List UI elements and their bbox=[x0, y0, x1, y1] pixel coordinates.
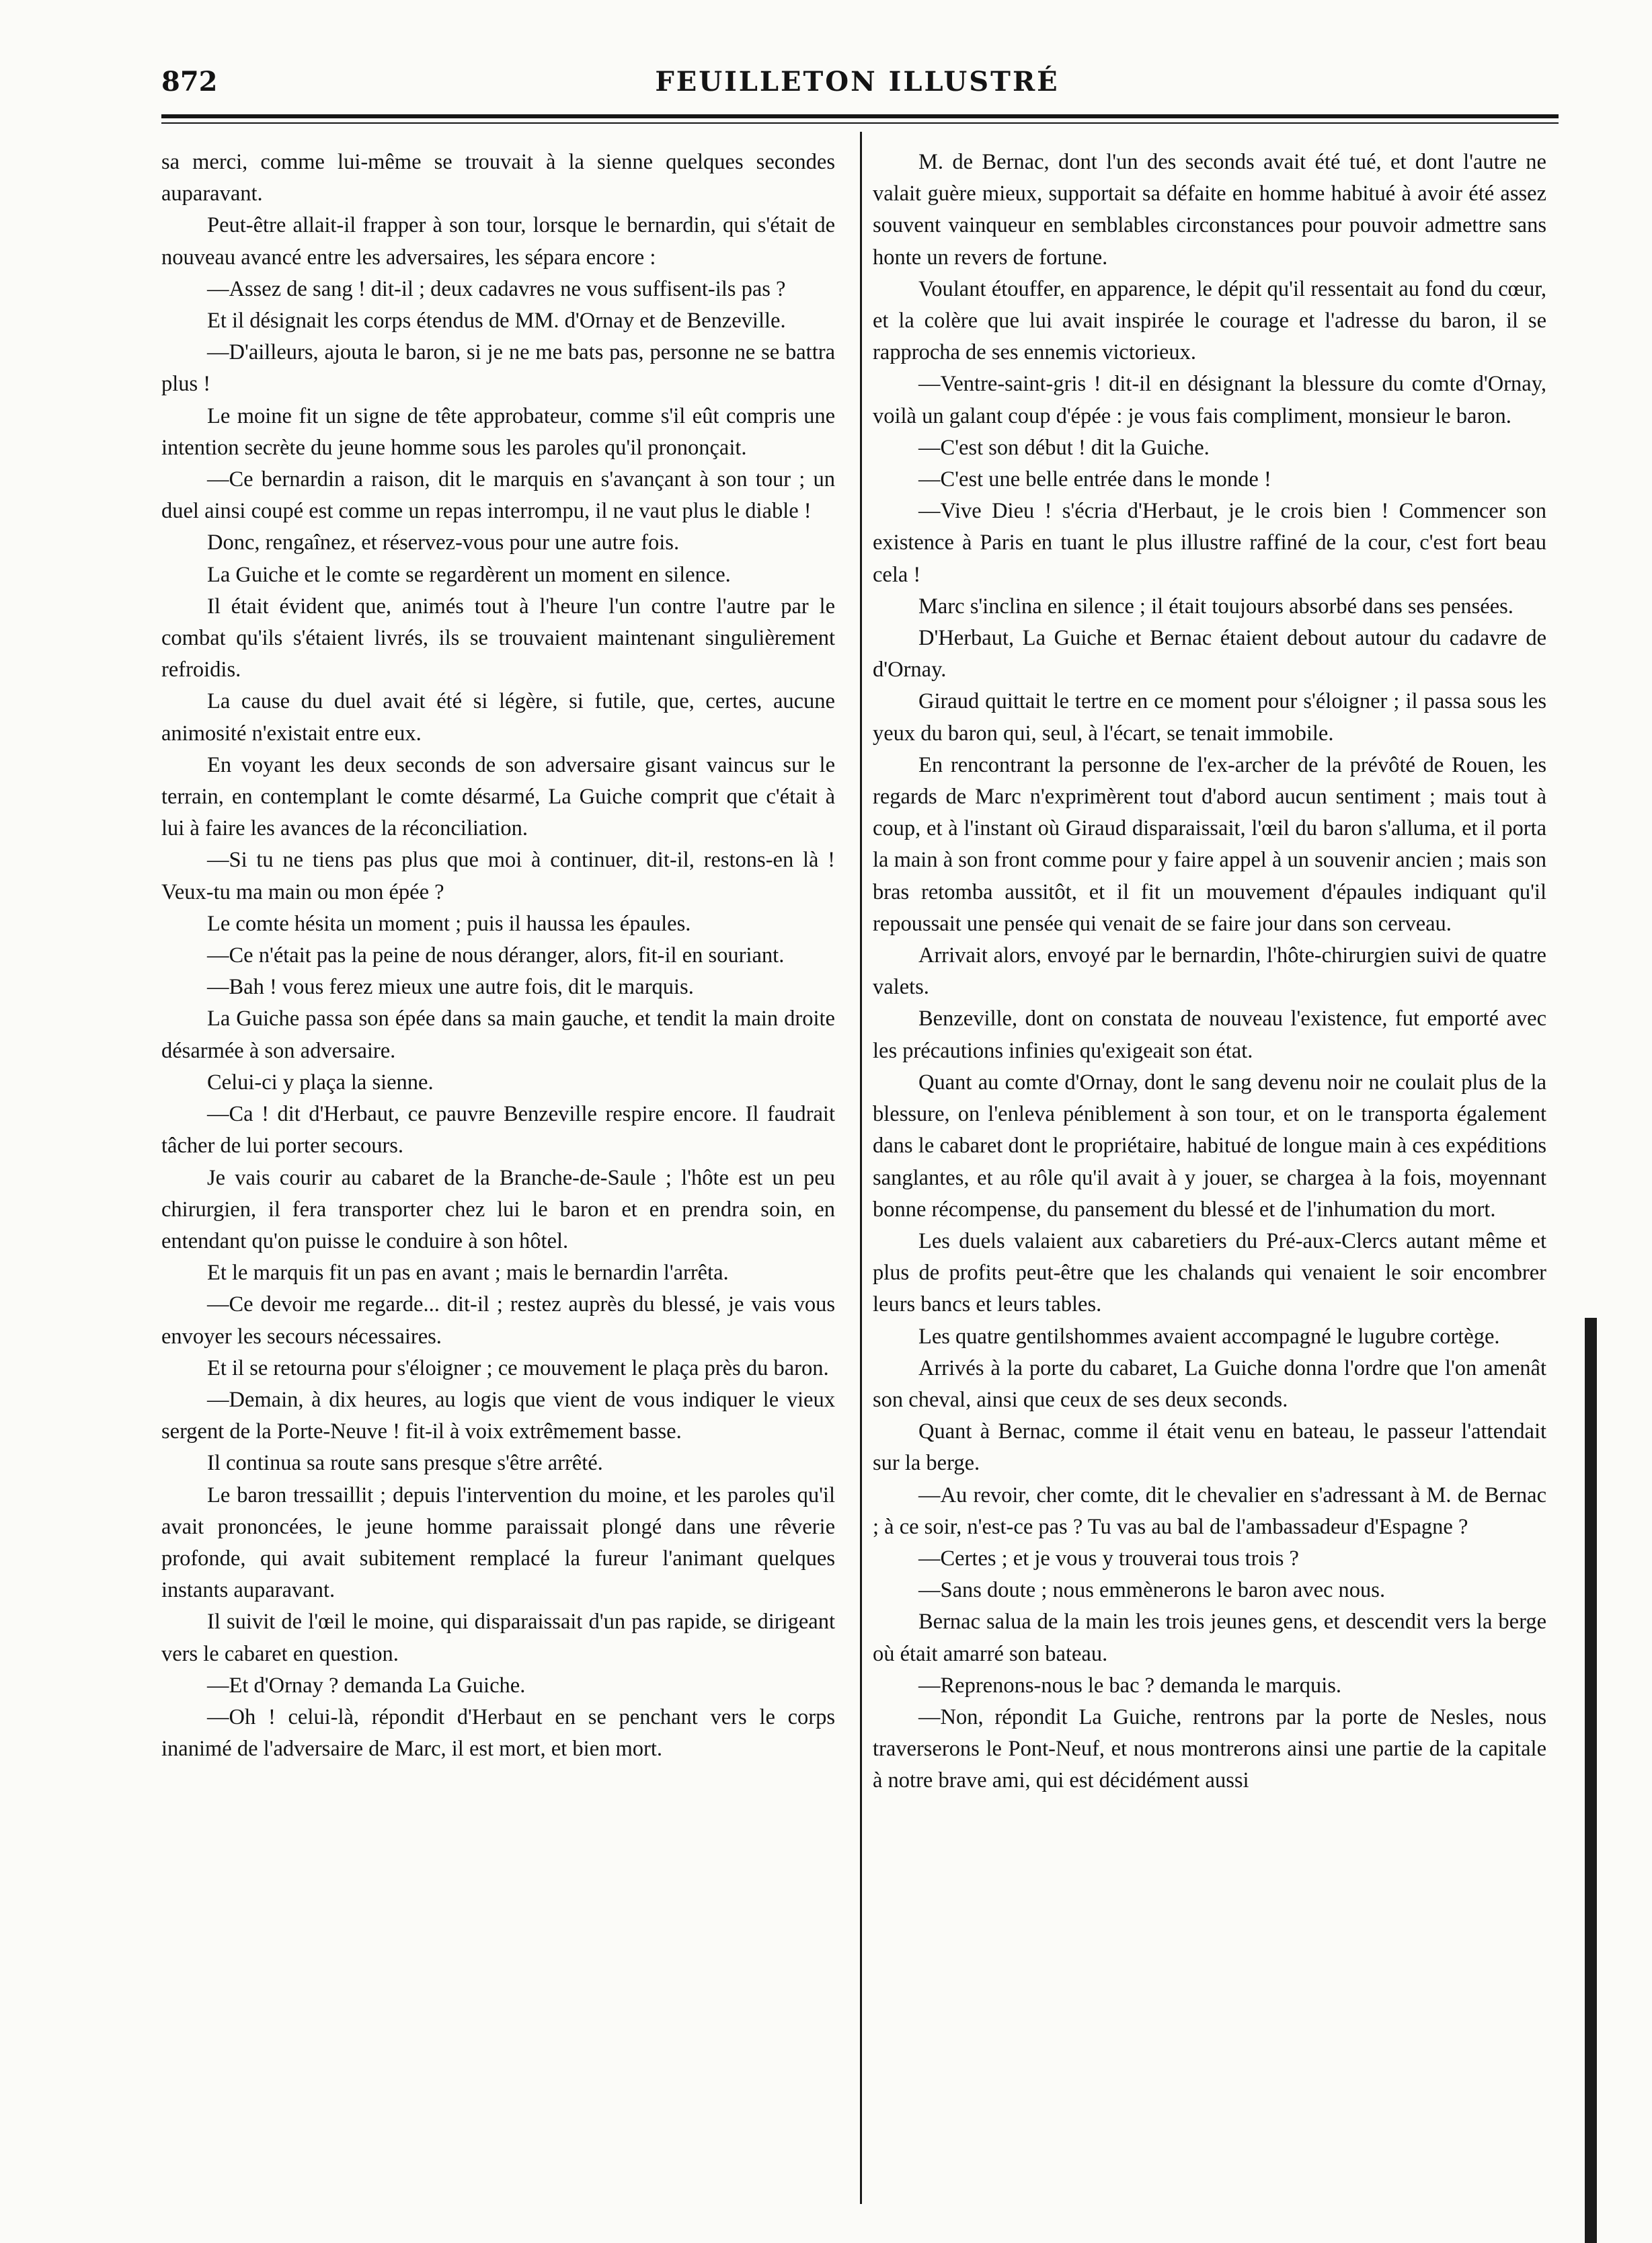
paragraph: —Ca ! dit d'Herbaut, ce pauvre Benzeville respire encore. Il faudrait tâcher de lui porter secours. bbox=[161, 1102, 835, 1158]
running-head: FEUILLETON ILLUSTRÉ bbox=[655, 66, 1060, 97]
paragraph: —Assez de sang ! dit-il ; deux cadavres ne vous suffisent-ils pas ? bbox=[207, 276, 786, 301]
paragraph: La Guiche passa son épée dans sa main gauche, et tendit la main droite désarmée à son adversaire. bbox=[161, 1007, 835, 1063]
paragraph: Donc, rengaînez, et réservez-vous pour une autre fois. bbox=[207, 530, 680, 555]
header-rule bbox=[161, 114, 1559, 118]
paragraph: Le comte hésita un moment ; puis il haussa les épaules. bbox=[207, 911, 691, 936]
page-edge-shadow bbox=[1585, 1318, 1597, 2243]
paragraph: La Guiche et le comte se regardèrent un moment en silence. bbox=[207, 562, 731, 587]
paragraph: —Vive Dieu ! s'écria d'Herbaut, je le crois bien ! Commencer son existence à Paris en tuant le plus illustre raffiné de la cour, c'est fort beau cela ! bbox=[873, 499, 1546, 587]
paragraph: Il continua sa route sans presque s'être arrêté. bbox=[207, 1451, 603, 1476]
paragraph: —Certes ; et je vous y trouverai tous trois ? bbox=[918, 1546, 1299, 1571]
paragraph: Le baron tressaillit ; depuis l'intervention du moine, et les paroles qu'il avait prononcées, le jeune homme paraissait plongé dans une rêverie profonde, qui avait subitement remplacé la fureur l'animant quelques instants auparavant. bbox=[161, 1483, 835, 1603]
paragraph: M. de Bernac, dont l'un des seconds avait été tué, et dont l'autre ne valait guère mieux, supportait sa défaite en homme habitué à avoir été assez souvent vainqueur en semblables circonstances pour pouvoir admettre sans honte un revers de fortune. bbox=[873, 150, 1546, 270]
paragraph: —Ce bernardin a raison, dit le marquis en s'avançant à son tour ; un duel ainsi coupé est comme un repas interrompu, il ne vaut plus le diable ! bbox=[161, 467, 835, 524]
paragraph: Et il se retourna pour s'éloigner ; ce mouvement le plaça près du baron. bbox=[207, 1355, 829, 1380]
header-rule-thin bbox=[161, 122, 1559, 124]
paragraph: —Ce devoir me regarde... dit-il ; restez auprès du blessé, je vais vous envoyer les secours nécessaires. bbox=[161, 1292, 835, 1349]
paragraph: D'Herbaut, La Guiche et Bernac étaient debout autour du cadavre de d'Ornay. bbox=[873, 626, 1546, 682]
paragraph: Benzeville, dont on constata de nouveau l'existence, fut emporté avec les précautions infinies qu'exigeait son état. bbox=[873, 1007, 1546, 1063]
paragraph: —Oh ! celui-là, répondit d'Herbaut en se penchant vers le corps inanimé de l'adversaire de Marc, il est mort, et bien mort. bbox=[161, 1704, 835, 1762]
paragraph: Arrivait alors, envoyé par le bernardin, l'hôte-chirurgien suivi de quatre valets. bbox=[873, 943, 1546, 1000]
paragraph: Giraud quittait le tertre en ce moment pour s'éloigner ; il passa sous les yeux du baron qui, seul, à l'écart, se tenait immobile. bbox=[873, 689, 1546, 746]
paragraph: Bernac salua de la main les trois jeunes gens, et descendit vers la berge où était amarré son bateau. bbox=[873, 1610, 1546, 1666]
paragraph: —Demain, à dix heures, au logis que vient de vous indiquer le vieux sergent de la Porte-Neuve ! fit-il à voix extrêmement basse. bbox=[161, 1387, 835, 1444]
paragraph: Celui-ci y plaça la sienne. bbox=[207, 1070, 434, 1095]
page-number: 872 bbox=[161, 66, 218, 97]
paragraph: Il suivit de l'œil le moine, qui disparaissait d'un pas rapide, se dirigeant vers le cabaret en question. bbox=[161, 1610, 835, 1666]
paragraph: Quant à Bernac, comme il était venu en bateau, le passeur l'attendait sur la berge. bbox=[873, 1419, 1546, 1476]
paragraph: —Ventre-saint-gris ! dit-il en désignant la blessure du comte d'Ornay, voilà un galant coup d'épée : je vous fais compliment, monsieur le baron. bbox=[873, 372, 1546, 428]
paragraph: Les quatre gentilshommes avaient accompagné le lugubre cortège. bbox=[918, 1324, 1500, 1349]
paragraph: —Non, répondit La Guiche, rentrons par la porte de Nesles, nous traverserons le Pont-Neuf, et nous montrerons ainsi une partie de la capitale à notre brave ami, qui est décidément aussi bbox=[873, 1704, 1546, 1793]
right-column bbox=[873, 147, 1546, 2224]
paragraph: La cause du duel avait été si légère, si futile, que, certes, aucune animosité n'existait entre eux. bbox=[161, 689, 835, 746]
paragraph: Le moine fit un signe de tête approbateur, comme s'il eût compris une intention secrète du jeune homme sous les paroles qu'il prononçait. bbox=[161, 403, 835, 460]
paragraph: Voulant étouffer, en apparence, le dépit qu'il ressentait au fond du cœur, et la colère que lui avait inspirée le courage et l'adresse du baron, il se rapprocha de ses ennemis victorieux. bbox=[873, 276, 1546, 365]
paragraph: Et il désignait les corps étendus de MM. d'Ornay et de Benzeville. bbox=[207, 309, 786, 333]
paragraph: —D'ailleurs, ajouta le baron, si je ne me bats pas, personne ne se battra plus ! bbox=[161, 340, 835, 397]
paragraph: Arrivés à la porte du cabaret, La Guiche donna l'ordre que l'on amenât son cheval, ainsi que ceux de ses deux seconds. bbox=[873, 1355, 1546, 1412]
left-column bbox=[161, 147, 835, 2224]
paragraph: —Si tu ne tiens pas plus que moi à continuer, dit-il, restons-en là ! Veux-tu ma main ou mon épée ? bbox=[161, 848, 835, 904]
paragraph: Les duels valaient aux cabaretiers du Pré-aux-Clercs autant même et plus de profits peut-être que les chalands qui venaient le soir encombrer leurs bancs et leurs tables. bbox=[873, 1228, 1546, 1317]
paragraph: Il était évident que, animés tout à l'heure l'un contre l'autre par le combat qu'ils s'étaient livrés, ils se trouvaient maintenant singulièrement refroidis. bbox=[161, 594, 835, 682]
paragraph: Je vais courir au cabaret de la Branche-de-Saule ; l'hôte est un peu chirurgien, il fera transporter chez lui le baron et en prendra soin, en entendant qu'on puisse le conduire à son hôtel. bbox=[161, 1165, 835, 1253]
paragraph: Quant au comte d'Ornay, dont le sang devenu noir ne coulait plus de la blessure, on l'enleva péniblement à son tour, et on le transporta également dans le cabaret dont le propriétaire, habitué de longue main à ces expéditions sanglantes, et au rôle qu'il avait à y jouer, se chargea à la fois, moyennant bonne récompense, du pansement du blessé et de l'inhumation du mort. bbox=[873, 1070, 1546, 1222]
paragraph: Marc s'inclina en silence ; il était toujours absorbé dans ses pensées. bbox=[918, 594, 1513, 619]
paragraph: —Reprenons-nous le bac ? demanda le marquis. bbox=[918, 1673, 1342, 1698]
column-divider bbox=[860, 132, 862, 2204]
paragraph: —Et d'Ornay ? demanda La Guiche. bbox=[207, 1673, 526, 1698]
paragraph: Et le marquis fit un pas en avant ; mais le bernardin l'arrêta. bbox=[207, 1261, 729, 1286]
paragraph: En rencontrant la personne de l'ex-archer de la prévôté de Rouen, les regards de Marc n'exprimèrent tout d'abord aucun sentiment ; mais tout à coup, et à l'instant où Giraud disparaissait, l'œil du baron s'alluma, et il porta la main à son front comme pour y faire appel à un souvenir ancien ; mais son bras retomba aussitôt, et il fit un mouvement d'épaules indiquant qu'il repoussait une pensée qui venait de se faire jour dans son cerveau. bbox=[873, 752, 1546, 936]
paragraph: —C'est une belle entrée dans le monde ! bbox=[918, 467, 1271, 492]
paragraph: sa merci, comme lui-même se trouvait à la sienne quelques secondes auparavant. bbox=[161, 150, 835, 206]
paragraph: —Ce n'était pas la peine de nous déranger, alors, fit-il en souriant. bbox=[207, 943, 785, 968]
paragraph: En voyant les deux seconds de son adversaire gisant vaincus sur le terrain, en contemplant le comte désarmé, La Guiche comprit que c'était à lui à faire les avances de la réconciliation. bbox=[161, 752, 835, 841]
paragraph: —Bah ! vous ferez mieux une autre fois, dit le marquis. bbox=[207, 975, 694, 1000]
paragraph: —Sans doute ; nous emmènerons le baron avec nous. bbox=[918, 1578, 1386, 1603]
paragraph: —C'est son début ! dit la Guiche. bbox=[918, 435, 1210, 460]
page-header bbox=[161, 66, 1553, 100]
paragraph: Peut-être allait-il frapper à son tour, lorsque le bernardin, qui s'était de nouveau avancé entre les adversaires, les sépara encore : bbox=[161, 213, 835, 270]
paragraph: —Au revoir, cher comte, dit le chevalier en s'adressant à M. de Bernac ; à ce soir, n'est-ce pas ? Tu vas au bal de l'ambassadeur d'Espagne ? bbox=[873, 1483, 1546, 1539]
